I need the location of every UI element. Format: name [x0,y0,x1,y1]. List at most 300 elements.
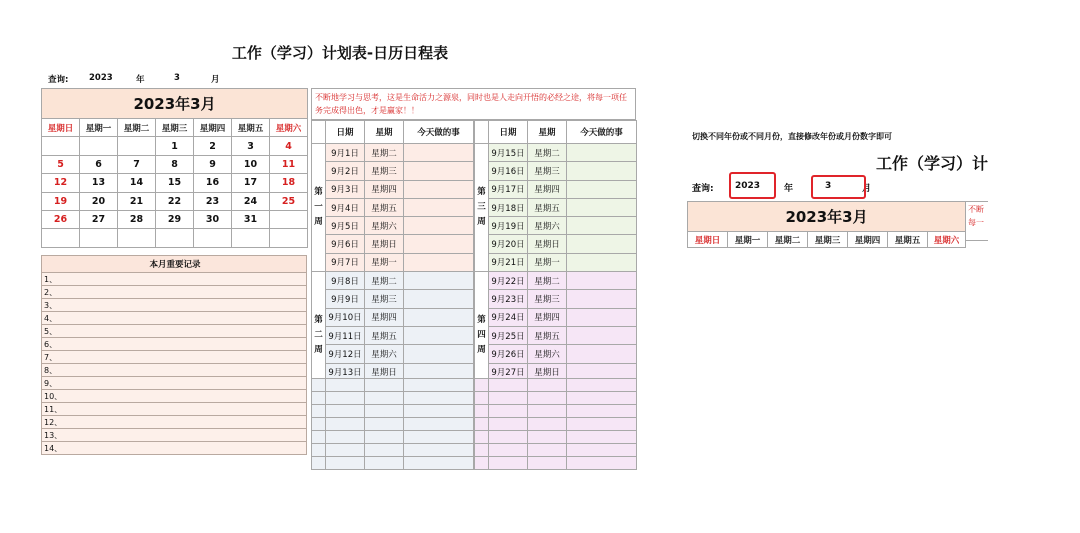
schedule-blank-cell [312,392,326,405]
calendar-weekday: 星期四 [194,119,232,137]
notes-item[interactable]: 13、 [42,429,307,442]
schedule-row [475,144,637,162]
calendar-day[interactable]: 8 [156,155,194,173]
calendar-day[interactable] [156,229,194,247]
week-label-char: 周 [314,217,323,228]
calendar-week [42,174,308,192]
calendar-day[interactable] [80,137,118,155]
schedule-blank-cell[interactable] [326,379,365,392]
calendar-week [42,137,308,155]
schedule-task[interactable] [567,180,637,198]
calendar-day[interactable]: 1 [156,137,194,155]
schedule-date: 9月7日 [326,253,365,271]
schedule-row [312,217,474,235]
calendar-day[interactable] [118,137,156,155]
schedule-blank-row [312,431,474,444]
schedule-task[interactable] [567,253,637,271]
notes-row [42,416,307,429]
zoom-weekday: 星期三 [808,232,848,248]
calendar-day[interactable]: 19 [42,192,80,210]
week-label-char: 第 [314,187,323,198]
schedule-row [312,198,474,216]
schedule-weekday: 星期四 [528,180,567,198]
notes-item[interactable]: 5、 [42,325,307,338]
schedule-date: 9月3日 [326,180,365,198]
schedule-row [475,217,637,235]
schedule-blank-cell [475,418,489,431]
month-calendar [41,88,308,248]
schedule-date: 9月15日 [489,144,528,162]
schedule-blank-cell[interactable] [489,405,528,418]
calendar-day[interactable]: 6 [80,155,118,173]
schedule-blank-cell[interactable] [567,405,637,418]
schedule-blank-cell [312,405,326,418]
schedule-blank-cell[interactable] [489,431,528,444]
zoom-quote [965,201,988,241]
schedule-header: 日期 [489,121,528,144]
schedule-row [475,345,637,363]
schedule-weekday: 星期二 [528,144,567,162]
schedule-weekday: 星期六 [365,217,404,235]
schedule-date: 9月12日 [326,345,365,363]
zoom-query-label: 查询: [692,184,714,194]
notes-row [42,429,307,442]
schedule-blank-row [312,457,474,470]
schedule-blank-cell[interactable] [404,418,474,431]
schedule-task[interactable] [404,272,474,290]
schedule-weekday: 星期四 [365,180,404,198]
schedule-weekday: 星期一 [528,381,567,399]
notes-row [42,351,307,364]
motto-quote: 不断地学习与思考，这是生命活力之源泉，同时也是人走向开悟的必经之途，将每一项任务完成得出色，才是赢家！！ [311,88,636,120]
schedule-task[interactable] [567,308,637,326]
schedule-blank-cell [475,379,489,392]
schedule-weekday: 星期一 [365,381,404,399]
week-label-char: 第 [477,187,486,198]
schedule-blank-cell[interactable] [528,418,567,431]
schedule-blank-cell[interactable] [365,405,404,418]
notes-row [42,299,307,312]
calendar-day[interactable]: 2 [194,137,232,155]
schedule-date: 9月27日 [489,363,528,381]
schedule-weekday: 星期五 [365,198,404,216]
schedule-date: 9月21日 [489,253,528,271]
schedule-date: 9月1日 [326,144,365,162]
schedule-date: 9月16日 [489,162,528,180]
schedule-blank-cell[interactable] [404,392,474,405]
week-label-header [312,121,326,144]
schedule-weekday: 星期三 [528,290,567,308]
query-year-unit: 年 [136,75,145,85]
schedule-weekday: 星期五 [528,326,567,344]
zoom-year-unit: 年 [784,184,794,194]
week-label [475,144,489,272]
schedule-weekday: 星期六 [365,345,404,363]
calendar-day[interactable]: 16 [194,174,232,192]
calendar-day[interactable]: 4 [270,137,308,155]
notes-item[interactable]: 14、 [42,442,307,455]
week-label-char: 周 [477,217,486,228]
week-label-char: 第 [477,315,486,326]
schedule-row [475,180,637,198]
schedule-blank-cell[interactable] [404,405,474,418]
notes-item[interactable]: 12、 [42,416,307,429]
calendar-day[interactable] [270,229,308,247]
schedule-blank-cell[interactable] [489,392,528,405]
schedule-task[interactable] [404,326,474,344]
schedule-date: 9月4日 [326,198,365,216]
schedule-blank-row [475,392,637,405]
calendar-weekday: 星期一 [80,119,118,137]
calendar-day[interactable]: 22 [156,192,194,210]
zoom-preview [686,148,988,258]
calendar-week [42,210,308,228]
schedule-row [312,308,474,326]
schedule-weekday: 星期三 [365,290,404,308]
calendar-day[interactable] [42,229,80,247]
schedule-row [312,272,474,290]
notes-row [42,364,307,377]
week-label-header [475,121,489,144]
schedule-header: 星期 [365,121,404,144]
schedule-blank-cell[interactable] [567,444,637,457]
schedule-blank-cell[interactable] [528,444,567,457]
notes-item[interactable]: 10、 [42,390,307,403]
schedule-weekday: 星期日 [365,363,404,381]
calendar-day[interactable]: 13 [80,174,118,192]
notes-row [42,377,307,390]
schedule-blank-cell[interactable] [528,457,567,470]
calendar-day[interactable]: 15 [156,174,194,192]
calendar-day[interactable]: 9 [194,155,232,173]
schedule-blank-cell[interactable] [528,392,567,405]
schedule-weekday: 星期五 [365,326,404,344]
schedule-header: 今天做的事 [567,121,637,144]
schedule-weekday: 星期六 [528,345,567,363]
calendar-day[interactable]: 14 [118,174,156,192]
schedule-task[interactable] [404,345,474,363]
schedule-blank-row [312,418,474,431]
schedule-blank-cell [475,444,489,457]
query-year[interactable]: 2023 [89,73,113,83]
schedule-blank-row [312,379,474,392]
schedule-weekday: 星期四 [365,308,404,326]
query-month[interactable]: 3 [174,73,180,83]
calendar-day[interactable] [270,210,308,228]
schedule-date: 9月9日 [326,290,365,308]
notes-row [42,312,307,325]
schedule-blank-cell[interactable] [404,457,474,470]
schedule-weekday: 星期二 [365,272,404,290]
schedule-blank-row [475,444,637,457]
calendar-day[interactable]: 20 [80,192,118,210]
schedule-header: 星期 [528,121,567,144]
calendar-day[interactable]: 24 [232,192,270,210]
notes-table [41,255,307,455]
calendar-day[interactable]: 30 [194,210,232,228]
query-label: 查询: [48,75,69,85]
week-label-char: 四 [477,330,486,341]
schedule-blank-cell[interactable] [567,379,637,392]
schedule-date: 9月20日 [489,235,528,253]
calendar-day[interactable]: 11 [270,155,308,173]
schedule-task[interactable] [567,144,637,162]
schedule-blank-cell[interactable] [365,392,404,405]
schedule-date: 9月22日 [489,272,528,290]
schedule-header: 日期 [326,121,365,144]
query-month-unit: 月 [211,75,220,85]
schedule-blank-row [312,405,474,418]
schedule-task[interactable] [404,217,474,235]
notes-item[interactable]: 6、 [42,338,307,351]
schedule-row [475,326,637,344]
zoom-calendar [687,201,966,248]
page-title: 工作（学习）计划表-日历日程表 [231,44,449,62]
notes-row [42,390,307,403]
schedule-date: 9月10日 [326,308,365,326]
month-highlight-box [811,175,866,199]
schedule-blank-cell[interactable] [567,418,637,431]
zoom-month[interactable]: 3 [825,181,832,191]
zoom-quote-line-1: 不断 [968,205,984,214]
schedule-task[interactable] [567,162,637,180]
schedule-row [312,326,474,344]
notes-item[interactable]: 3、 [42,299,307,312]
instruction-text: 切换不同年份或不同月份，直接修改年份或月份数字即可 [692,132,892,141]
calendar-day[interactable]: 25 [270,192,308,210]
calendar-day[interactable] [42,137,80,155]
schedule-weekday: 星期日 [528,235,567,253]
schedule-blank-row [475,431,637,444]
schedule-task[interactable] [567,290,637,308]
schedule-blank-cell[interactable] [326,457,365,470]
schedule-row [475,198,637,216]
schedule-row [475,253,637,271]
calendar-weekday: 星期五 [232,119,270,137]
week-label-char: 第 [314,315,323,326]
calendar-weekday: 星期三 [156,119,194,137]
schedule-task[interactable] [567,217,637,235]
schedule-blank-row [312,444,474,457]
notes-item[interactable]: 9、 [42,377,307,390]
calendar-day[interactable]: 17 [232,174,270,192]
schedule-row [312,290,474,308]
notes-row [42,273,307,286]
week-label-char: 二 [314,330,323,341]
schedule-row [475,290,637,308]
schedule-blank-cell[interactable] [326,392,365,405]
calendar-day[interactable] [118,229,156,247]
calendar-weekday: 星期六 [270,119,308,137]
schedule-task[interactable] [567,235,637,253]
schedule-date: 9月26日 [489,345,528,363]
calendar-day[interactable]: 3 [232,137,270,155]
calendar-day[interactable] [232,229,270,247]
schedule-weekday: 星期日 [528,363,567,381]
schedule-row [475,162,637,180]
schedule-task[interactable] [404,308,474,326]
zoom-year[interactable]: 2023 [735,181,761,191]
schedule-weekday: 星期四 [528,308,567,326]
schedule-blank-cell[interactable] [528,431,567,444]
calendar-day[interactable]: 31 [232,210,270,228]
week-label-char: 三 [477,202,486,213]
calendar-week [42,155,308,173]
calendar-day[interactable] [194,229,232,247]
notes-item[interactable]: 1、 [42,273,307,286]
notes-item[interactable]: 8、 [42,364,307,377]
schedule-right-blank [474,378,637,470]
calendar-header: 2023年3月 [42,89,308,119]
schedule-date: 9月13日 [326,363,365,381]
schedule-date: 9月8日 [326,272,365,290]
schedule-blank-cell[interactable] [404,379,474,392]
schedule-task[interactable] [404,144,474,162]
schedule-blank-cell [475,392,489,405]
schedule-blank-cell[interactable] [365,418,404,431]
schedule-row [312,180,474,198]
calendar-day[interactable]: 5 [42,155,80,173]
schedule-right [474,120,637,400]
schedule-blank-cell[interactable] [528,405,567,418]
week-label-char: 周 [314,345,323,356]
schedule-blank-cell[interactable] [567,392,637,405]
zoom-weekday: 星期日 [688,232,728,248]
notes-item[interactable]: 11、 [42,403,307,416]
calendar-day[interactable]: 27 [80,210,118,228]
zoom-weekday: 星期四 [848,232,888,248]
week-label-char: 一 [314,202,323,213]
notes-row [42,338,307,351]
schedule-blank-cell[interactable] [404,431,474,444]
schedule-blank-cell [312,418,326,431]
notes-item[interactable]: 4、 [42,312,307,325]
schedule-blank-cell [312,444,326,457]
schedule-row [475,235,637,253]
schedule-blank-cell [475,457,489,470]
schedule-blank-cell [312,379,326,392]
schedule-weekday: 星期二 [528,272,567,290]
calendar-day[interactable]: 26 [42,210,80,228]
notes-row [42,403,307,416]
calendar-weekday: 星期二 [118,119,156,137]
zoom-quote-line-2: 每一 [968,218,984,227]
schedule-blank-cell[interactable] [365,379,404,392]
schedule-row [312,253,474,271]
schedule-blank-cell[interactable] [326,431,365,444]
schedule-row [312,345,474,363]
calendar-weekday: 星期日 [42,119,80,137]
schedule-task[interactable] [404,290,474,308]
calendar-day[interactable] [80,229,118,247]
schedule-blank-cell[interactable] [567,431,637,444]
schedule-header: 今天做的事 [404,121,474,144]
schedule-task[interactable] [567,198,637,216]
schedule-blank-cell[interactable] [365,431,404,444]
notes-row [42,286,307,299]
schedule-row [312,162,474,180]
schedule-task[interactable] [567,345,637,363]
zoom-month-unit: 月 [862,184,872,194]
schedule-weekday: 星期五 [528,198,567,216]
schedule-blank-cell[interactable] [326,405,365,418]
schedule-blank-cell[interactable] [489,457,528,470]
calendar-day[interactable]: 29 [156,210,194,228]
schedule-date: 9月28日 [489,381,528,399]
schedule-task[interactable] [404,180,474,198]
calendar-week [42,192,308,210]
schedule-blank-row [475,418,637,431]
notes-row [42,325,307,338]
schedule-date: 9月23日 [489,290,528,308]
schedule-weekday: 星期三 [528,162,567,180]
schedule-blank-cell[interactable] [489,379,528,392]
calendar-day[interactable]: 10 [232,155,270,173]
schedule-blank-cell[interactable] [404,444,474,457]
zoom-weekday: 星期六 [928,232,966,248]
notes-item[interactable]: 7、 [42,351,307,364]
schedule-task[interactable] [567,272,637,290]
zoom-weekday: 星期五 [888,232,928,248]
schedule-blank-cell[interactable] [528,379,567,392]
schedule-task[interactable] [404,235,474,253]
schedule-blank-cell [475,405,489,418]
schedule-date: 9月19日 [489,217,528,235]
schedule-weekday: 星期一 [528,253,567,271]
schedule-date: 9月17日 [489,180,528,198]
schedule-blank-cell [475,431,489,444]
schedule-date: 9月14日 [326,381,365,399]
schedule-task[interactable] [404,162,474,180]
schedule-blank-cell[interactable] [489,418,528,431]
schedule-date: 9月5日 [326,217,365,235]
calendar-day[interactable]: 28 [118,210,156,228]
schedule-blank-cell[interactable] [326,418,365,431]
schedule-task[interactable] [567,326,637,344]
schedule-left-blank [311,378,474,470]
schedule-weekday: 星期日 [365,235,404,253]
zoom-weekday: 星期一 [728,232,768,248]
schedule-task[interactable] [404,198,474,216]
schedule-date: 9月24日 [489,308,528,326]
schedule-blank-cell[interactable] [365,457,404,470]
schedule-task[interactable] [404,253,474,271]
schedule-date: 9月2日 [326,162,365,180]
year-highlight-box [729,172,776,199]
calendar-day[interactable]: 21 [118,192,156,210]
schedule-blank-cell [312,431,326,444]
calendar-week [42,229,308,247]
calendar-day[interactable]: 12 [42,174,80,192]
notes-row [42,442,307,455]
schedule-weekday: 星期二 [365,144,404,162]
notes-title: 本月重要记录 [42,256,307,273]
schedule-blank-row [312,392,474,405]
schedule-blank-cell[interactable] [326,444,365,457]
calendar-day[interactable]: 18 [270,174,308,192]
calendar-day[interactable]: 7 [118,155,156,173]
schedule-date: 9月6日 [326,235,365,253]
week-label-char: 周 [477,345,486,356]
schedule-blank-cell[interactable] [489,444,528,457]
schedule-weekday: 星期一 [365,253,404,271]
calendar-day[interactable]: 23 [194,192,232,210]
schedule-blank-cell[interactable] [365,444,404,457]
notes-item[interactable]: 2、 [42,286,307,299]
zoom-weekday: 星期二 [768,232,808,248]
schedule-blank-cell[interactable] [567,457,637,470]
zoom-calendar-header: 2023年3月 [688,202,966,232]
